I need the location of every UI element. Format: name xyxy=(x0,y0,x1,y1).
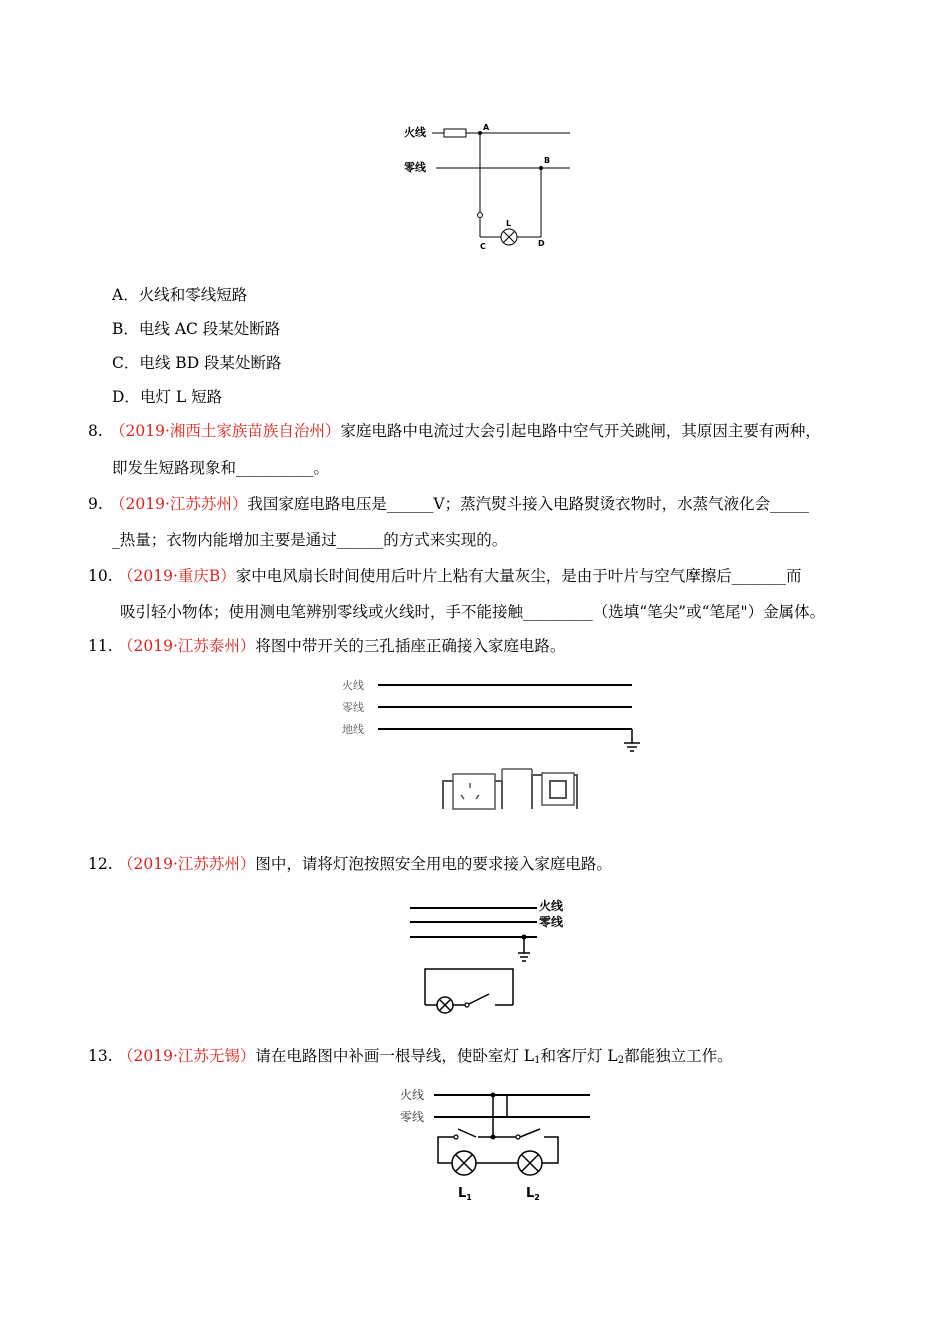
question-8-source: （2019·湘西土家族苗族自治州） xyxy=(110,422,341,440)
option-c xyxy=(112,353,282,373)
fig4-live-label: 火线 xyxy=(400,1088,425,1102)
figure-2-circuit xyxy=(340,675,650,815)
fig3-switch-blade xyxy=(469,994,489,1004)
question-13-sub2: 2 xyxy=(617,1055,625,1066)
question-9-line1 xyxy=(110,494,809,514)
question-11-number: 11. xyxy=(88,637,113,655)
question-13-line xyxy=(118,1046,733,1071)
question-10-text1: 家中电风扇长时间使用后叶片上粘有大量灰尘，是由于叶片与空气摩擦后_______而 xyxy=(235,567,802,585)
option-d-text: 电灯 L 短路 xyxy=(139,388,223,406)
fig2-switch-rocker xyxy=(550,781,566,798)
option-c-text: 电线 BD 段某处断路 xyxy=(139,354,282,372)
fig4-lamp2-sub: 2 xyxy=(534,1193,540,1202)
fig1-label-c: C xyxy=(480,242,486,251)
question-13-text-c: 都能独立工作。 xyxy=(624,1047,733,1065)
question-10-line1 xyxy=(118,566,802,586)
question-10-source: （2019·重庆B） xyxy=(118,567,236,585)
fig2-ground-label: 地线 xyxy=(342,723,364,736)
question-10-number: 10. xyxy=(88,567,113,585)
fig4-left-branch xyxy=(438,1137,454,1163)
question-9-number: 9. xyxy=(88,495,103,513)
question-13-number: 13. xyxy=(88,1047,113,1065)
fig4-switch2-blade xyxy=(520,1129,540,1137)
figure-4-circuit xyxy=(398,1083,598,1205)
question-12-text: 图中，请将灯泡按照安全用电的要求接入家庭电路。 xyxy=(255,855,612,873)
question-9-line2: _热量；衣物内能增加主要是通过______的方式来实现的。 xyxy=(112,531,508,549)
fig1-live-label: 火线 xyxy=(404,126,426,139)
question-9-text1: 我国家庭电路电压是______V；蒸汽熨斗接入电路熨烫衣物时，水蒸气液化会_____ xyxy=(247,495,809,513)
question-12-number: 12. xyxy=(88,855,113,873)
question-8-line2: 即发生短路现象和__________。 xyxy=(112,459,330,477)
option-a-letter: A． xyxy=(112,286,139,304)
fig2-neutral-label: 零线 xyxy=(342,701,364,714)
fig1-fuse xyxy=(444,129,466,137)
option-b xyxy=(112,319,280,339)
fig4-neutral-label: 零线 xyxy=(400,1110,425,1124)
question-9-source: （2019·江苏苏州） xyxy=(110,495,248,513)
question-8-text1: 家庭电路中电流过大会引起电路中空气开关跳闸，其原因主要有两种， xyxy=(340,422,821,440)
question-13-source: （2019·江苏无锡） xyxy=(118,1047,256,1065)
fig1-label-d: D xyxy=(538,239,545,248)
fig4-lamp1-label xyxy=(458,1186,472,1202)
question-13-text-b: 和客厅灯 L xyxy=(540,1047,618,1065)
option-c-letter: C． xyxy=(112,354,140,372)
fig3-neutral-label: 零线 xyxy=(539,915,564,929)
question-10-line2: 吸引轻小物体；使用测电笔辨别零线或火线时，手不能接触_________（选填“笔尖”或“笔尾"）金属体。 xyxy=(120,603,826,621)
fig4-lamp1-letter: L xyxy=(458,1186,467,1201)
question-11-source: （2019·江苏泰州） xyxy=(118,637,256,655)
option-b-text: 电线 AC 段某处断路 xyxy=(138,320,281,338)
fig4-switch1-blade xyxy=(458,1129,476,1137)
fig4-lamp2-label xyxy=(526,1186,540,1202)
question-11-line xyxy=(118,636,565,656)
fig1-label-a: A xyxy=(483,123,490,132)
question-8-line1 xyxy=(110,421,821,441)
option-a xyxy=(112,285,247,305)
fig4-switch2-contact xyxy=(516,1135,520,1139)
fig1-neutral-label: 零线 xyxy=(404,161,426,174)
question-13-sub1: 1 xyxy=(534,1055,541,1066)
question-12-line xyxy=(118,854,612,874)
option-d-letter: D． xyxy=(112,388,140,406)
question-12-source: （2019·江苏苏州） xyxy=(118,855,256,873)
option-a-text: 火线和零线短路 xyxy=(138,286,248,304)
question-11-text: 将图中带开关的三孔插座正确接入家庭电路。 xyxy=(255,637,566,655)
fig4-lamp2-letter: L xyxy=(526,1186,535,1201)
fig1-switch-contact xyxy=(478,213,483,218)
figure-3-circuit xyxy=(405,895,585,1020)
option-d xyxy=(112,387,222,407)
fig3-switch-contact xyxy=(465,1003,469,1007)
question-8-number: 8. xyxy=(88,422,103,440)
fig2-live-label: 火线 xyxy=(342,679,364,692)
option-b-letter: B． xyxy=(112,320,139,338)
fig4-right-branch xyxy=(542,1137,558,1163)
question-13-text-a: 请在电路图中补画一根导线，使卧室灯 L xyxy=(255,1047,535,1065)
fig2-socket-face xyxy=(453,774,495,809)
fig4-switch1-contact xyxy=(454,1135,458,1139)
fig1-label-b: B xyxy=(544,156,551,165)
fig1-lamp-label: L xyxy=(506,219,512,228)
fig3-live-label: 火线 xyxy=(539,899,564,913)
figure-1-circuit xyxy=(400,120,580,255)
fig4-lamp1-sub: 1 xyxy=(466,1193,472,1202)
